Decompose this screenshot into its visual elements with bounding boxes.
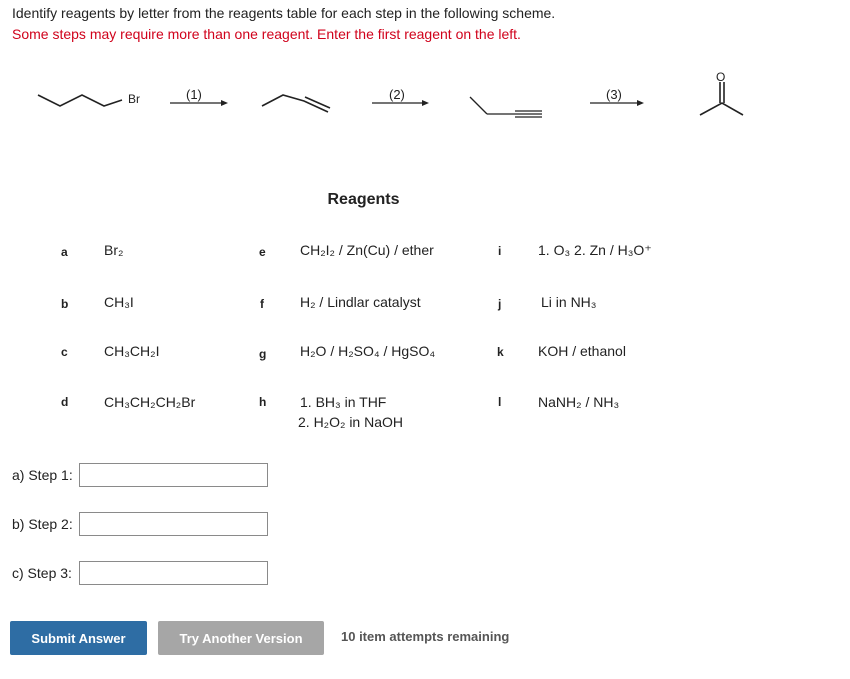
bromine-label: Br <box>128 92 140 106</box>
reagent-letter: a <box>61 245 68 259</box>
reagent-text: 1. O₃ 2. Zn / H₃O⁺ <box>538 242 652 258</box>
reagent-text: CH₃CH₂CH₂Br <box>104 394 196 410</box>
step-3-label-text: c) Step 3: <box>12 565 72 581</box>
instruction-line-2: Some steps may require more than one reagent. Enter the first reagent on the left. <box>12 26 521 42</box>
reagent-letter: b <box>61 297 69 311</box>
reagent-text: CH₃CH₂I <box>104 343 160 359</box>
reagent-letter: i <box>498 244 502 258</box>
reagent-text: NaNH₂ / NH₃ <box>538 394 620 410</box>
alkyne-structure <box>470 97 542 117</box>
reagent-letter: k <box>497 345 504 359</box>
step-3-input[interactable] <box>79 561 268 585</box>
reagent-letter: e <box>259 245 266 259</box>
reagent-letter: j <box>498 297 502 311</box>
reagent-text: CH₂I₂ / Zn(Cu) / ether <box>300 242 434 258</box>
step-3-label: (3) <box>606 87 622 102</box>
attempts-remaining-text: 10 item attempts remaining <box>341 629 510 644</box>
reagent-text: Br₂ <box>104 242 124 258</box>
oxygen-label: O <box>716 70 726 84</box>
reagents-title: Reagents <box>327 191 400 208</box>
reagent-text: CH₃I <box>104 294 134 310</box>
step-2-input[interactable] <box>79 512 268 536</box>
step-1-input[interactable] <box>79 463 268 487</box>
instruction-line-1: Identify reagents by letter from the reagents table for each step in the following scheme. <box>12 5 556 21</box>
reagent-text: H₂O / H₂SO₄ / HgSO₄ <box>300 343 436 359</box>
reagent-letter: c <box>61 345 68 359</box>
alkyl-bromide-structure <box>38 95 122 106</box>
reagent-letter: l <box>498 395 502 409</box>
ketone-structure <box>700 82 743 115</box>
reagent-text-line-1: 1. BH₃ in THF <box>300 394 387 410</box>
reagent-text: H₂ / Lindlar catalyst <box>300 294 421 310</box>
reaction-scheme <box>0 70 850 140</box>
alkene-structure <box>262 95 330 112</box>
step-2-label-text: b) Step 2: <box>12 516 73 532</box>
reagent-text-line-2: 2. H₂O₂ in NaOH <box>298 414 404 430</box>
reagent-letter: g <box>259 347 267 361</box>
submit-answer-button[interactable]: Submit Answer <box>10 621 147 655</box>
reagent-text: KOH / ethanol <box>538 343 626 359</box>
step-1-label-text: a) Step 1: <box>12 467 73 483</box>
reagent-text: Li in NH₃ <box>541 294 597 310</box>
step-2-label: (2) <box>389 87 405 102</box>
try-another-version-button[interactable]: Try Another Version <box>158 621 324 655</box>
reagent-letter: f <box>260 297 264 311</box>
step-1-label: (1) <box>186 87 202 102</box>
reagent-letter: h <box>259 395 267 409</box>
reagent-letter: d <box>61 395 69 409</box>
